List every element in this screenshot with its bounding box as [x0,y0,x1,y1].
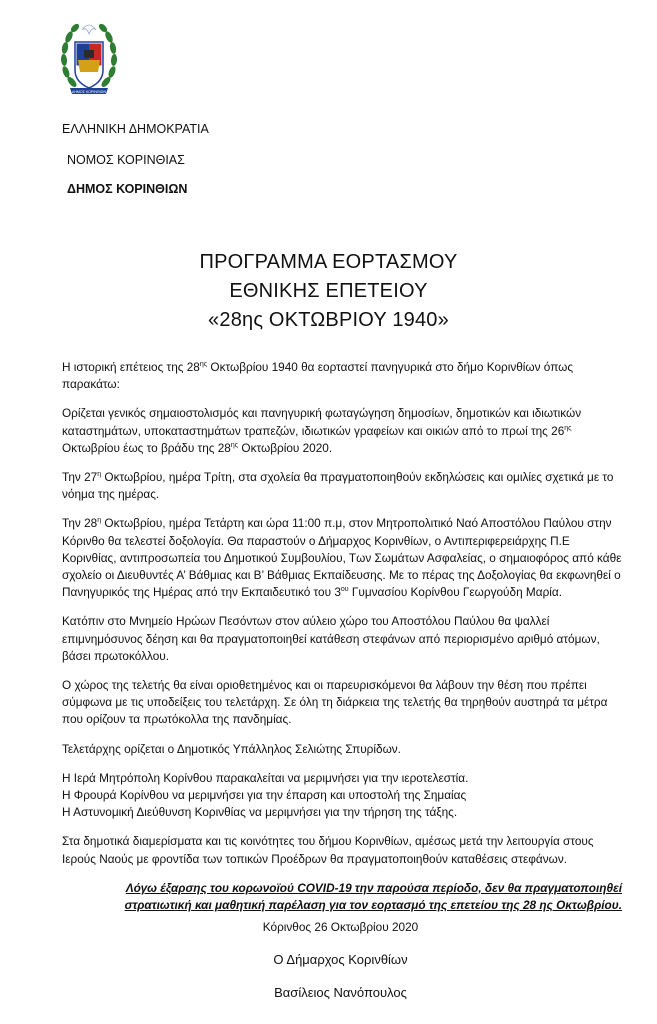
header-municipality: ΔΗΜΟΣ ΚΟΡΙΝΘΙΩΝ [67,182,188,196]
paragraph-districts: Στα δημοτικά διαμερίσματα και τις κοινότητες του δήμου Κορινθίων, αμέσως μετά την λειτουργία στους Ιερούς Ναούς με φροντίδα των τοπικών Προέδρων θα πραγματοποιηθούν καταθέσεις στεφάνων. [62,834,594,866]
paragraph-schools: Την $27^\eta$ Οκτωβρίου, ημέρα Τρίτη, στα σχολεία θα πραγματοποιηθούν εκδηλώσεις και ομιλίες σχετικά με το νόημα της ημέρας. [62,470,614,502]
municipality-logo [58,12,120,100]
header-prefecture: ΝΟΜΟΣ ΚΟΡΙΝΘΙΑΣ [67,153,185,167]
paragraph-garrison: Η Φρουρά Κορίνθου να μεριμνήσει για την έπαρση και υποστολή της Σημαίας [62,788,467,803]
paragraph-master-of-ceremony: Τελετάρχης ορίζεται ο Δημοτικός Υπάλληλος Σελιώτης Σπυρίδων. [62,741,401,756]
document-title [0,248,657,335]
paragraph-decoration: Ορίζεται γενικός σημαιοστολισμός και πανηγυρική φωταγώγηση δημοσίων, δημοτικών και ιδιωτικών καταστημάτων, υποκαταστημάτων τραπεζών, ιδιωτικών γραφείων και οικιών από το πρωί της $26^{\eta\varsigma}$ Οκτωβρίου έως το βράδυ της $28^{\eta\varsigma}$ Οκτωβρίου 2020. [62,406,582,455]
title-line-1: ΠΡΟΓΡΑΜΜΑ ΕΟΡΤΑΣΜΟΥ [199,251,458,273]
paragraph-doxology: Την $28^\eta$ Οκτωβρίου, ημέρα Τετάρτη και ώρα 11:00 π.μ, στον Μητροπολιτικό Ναό Αποστόλου Παύλου στην Κόρινθο θα τελεστεί δοξολογία. Θα παραστούν ο Δήμαρχος Κορινθίων, ο Αντιπεριφερειάρχης Π.Ε Κορινθίας, αντιπροσωπεία του Δημοτικού Συμβουλίου, Των Σωμάτων Ασφαλείας, ο σημαιοφόρος από κάθε σχολείο οι Διευθυντές Α’ Βάθμιας και Β’ Βάθμιας Εκπαίδευσης. Με το πέρας της Δοξολογίας θα εκφωνηθεί ο Πανηγυρικός της Ημέρας από την Εκπαιδευτικό του $3^{o\upsilon}$ Γυμνασίου Κορίνθου Γεωργούδη Μαρία. [62,516,622,600]
signature-date: Κόρινθος 26 Οκτωβρίου 2020 [262,920,419,934]
signature-role: Ο Δήμαρχος Κορινθίων [273,952,408,967]
paragraph-police: Η Αστυνομική Διεύθυνση Κορινθίας να μεριμνήσει για την τήρηση της τάξης. [62,805,458,820]
title-line-2: ΕΘΝΙΚΗΣ ΕΠΕΤΕΙΟΥ [229,280,428,302]
paragraph-monument: Κατόπιν στο Μνημείο Ηρώων Πεσόντων στον αύλειο χώρο του Αποστόλου Παύλου θα ψαλλεί επιμνημόσυνος δέηση και θα πραγματοποιηθεί κατάθεση στεφάνων από περιορισμένο αριθμό ατόμων, βάσει πρωτοκόλλου. [62,614,600,663]
logo-banner-text: ΔΗΜΟΣ ΚΟΡΙΝΘΙΩΝ [71,89,107,94]
paragraph-metropolis: Η Ιερά Μητρόπολη Κορίνθου παρακαλείται να μεριμνήσει για την ιεροτελεστία. [62,770,469,785]
document-body [62,359,622,926]
signature-name: Βασίλειος Νανόπουλος [274,985,407,1000]
title-line-3: «28ης ΟΚΤΩΒΡΙΟΥ 1940» [208,309,449,331]
covid-notice: Λόγω έξαρσης του κορωνοϊού COVID-19 την παρούσα περίοδο, δεν θα πραγματοποιηθεί στρατιωτική και μαθητική παρέλαση για τον εορτασμό της επετείου της 28 ης Οκτωβρίου. [124,880,622,913]
paragraph-ceremony-area: Ο χώρος της τελετής θα είναι οριοθετημένος και οι παρευρισκόμενοι θα λάβουν την θέση που πρέπει σύμφωνα με τις υποδείξεις του τελετάρχη. Σε όλη τη διάρκεια της τελετής θα τηρηθούν αυστηρά τα μέτρα που ορίζουν τα πρωτόκολλα της πανδημίας. [62,678,608,727]
paragraph-intro: Η ιστορική επέτειος της $28^{\eta\varsigma}$ Οκτωβρίου 1940 θα εορταστεί πανηγυρικά στο δήμο Κορινθίων όπως παρακάτω: [62,360,574,392]
header-republic: ΕΛΛΗΝΙΚΗ ΔΗΜΟΚΡΑΤΙΑ [62,122,209,136]
